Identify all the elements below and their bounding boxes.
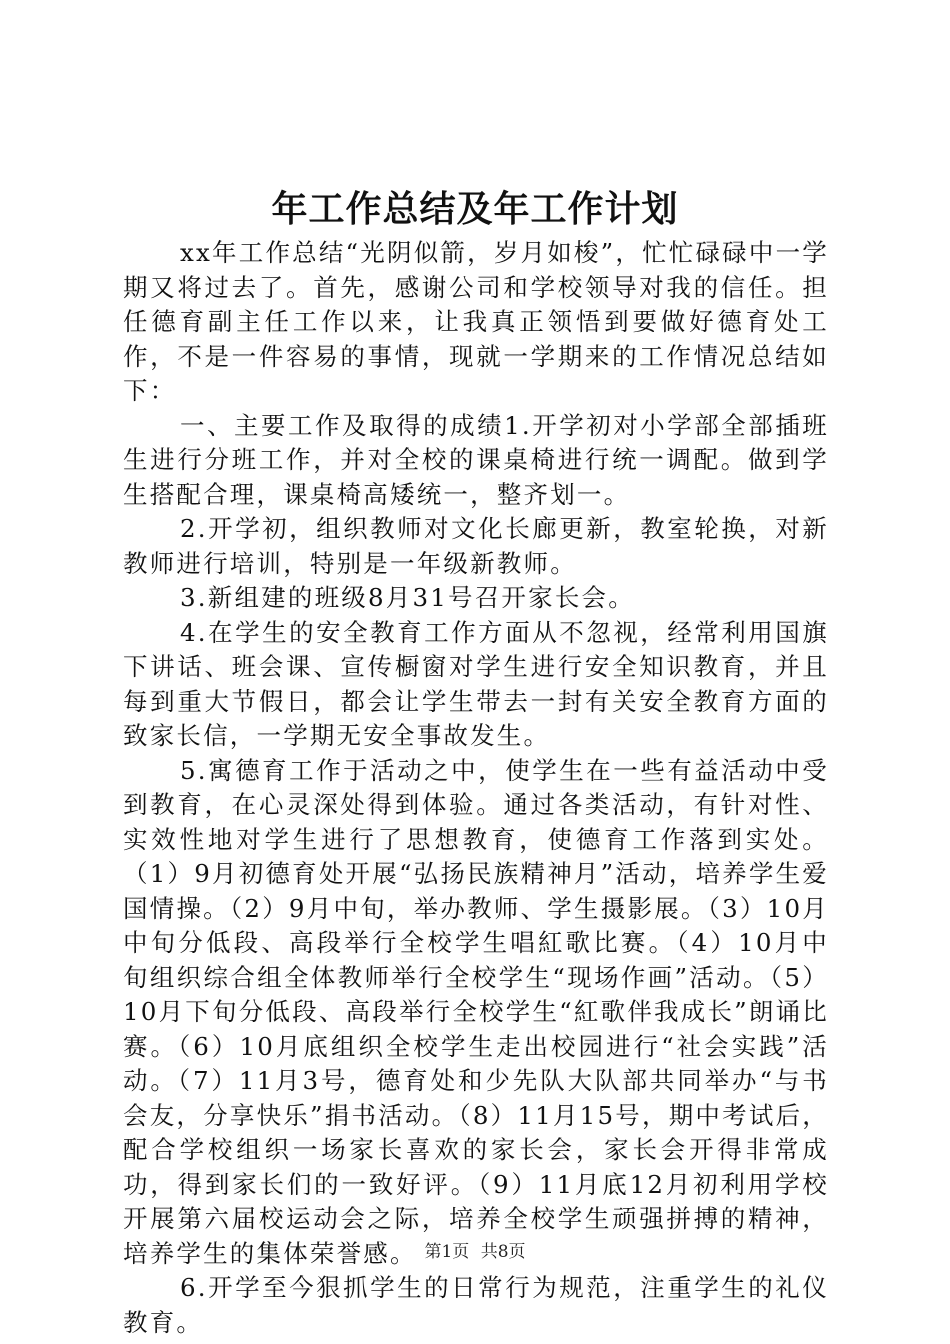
document-body bbox=[123, 236, 829, 1340]
page-total: 共8页 bbox=[480, 1242, 526, 1262]
page-number: 第1页 bbox=[424, 1242, 470, 1262]
paragraph-item-3: 3.新组建的班级8月31号召开家长会。 bbox=[180, 583, 635, 612]
document-title: 年工作总结及年工作计划 bbox=[271, 188, 679, 230]
paragraph-item-6: 6.开学至今狠抓学生的日常行为规范，注重学生的礼仪教育。 bbox=[123, 1273, 829, 1337]
paragraph-intro: xx年工作总结“光阴似箭，岁月如梭”，忙忙碌碌中一学期又将过去了。首先，感谢公司和学校领导对我的信任。担任德育副主任工作以来，让我真正领悟到要做好德育处工作，不是一件容易的事情，现就一学期来的工作情况总结如下： bbox=[123, 238, 829, 405]
page-footer bbox=[0, 1240, 950, 1264]
paragraph-item-4: 4.在学生的安全教育工作方面从不忽视，经常利用国旗下讲话、班会课、宣传橱窗对学生进行安全知识教育，并且每到重大节假日，都会让学生带去一封有关安全教育方面的致家长信，一学期无安全事故发生。 bbox=[123, 617, 829, 750]
paragraph-item-1: 一、主要工作及取得的成绩1.开学初对小学部全部插班生进行分班工作，并对全校的课桌椅进行统一调配。做到学生搭配合理，课桌椅高矮统一，整齐划一。 bbox=[123, 410, 829, 509]
paragraph-item-5: 5.寓德育工作于活动之中，使学生在一些有益活动中受到教育，在心灵深处得到体验。通过各类活动，有针对性、实效性地对学生进行了思想教育，使德育工作落到实处。（1）9月初德育处开展“弘扬民族精神月”活动，培养学生爱国情操。（2）9月中旬，举办教师、学生摄影展。（3）10月中旬分低段、高段举行全校学生唱紅歌比赛。（4）10月中旬组织综合组全体教师举行全校学生“现场作画”活动。（5）10月下旬分低段、高段举行全校学生“紅歌伴我成长”朗诵比赛。（6）10月底组织全校学生走出校园进行“社会实践”活动。（7）11月3号，德育处和少先队大队部共同举办“与书会友，分享快乐”捐书活动。（8）11月15号，期中考试后，配合学校组织一场家长喜欢的家长会，家长会开得非常成功，得到家长们的一致好评。（9）11月底12月初利用学校开展第六届校运动会之际，培养全校学生顽强拼搏的精神，培养学生的集体荣誉感。 bbox=[123, 755, 829, 1268]
paragraph-item-2: 2.开学初，组织教师对文化长廊更新，教室轮换，对新教师进行培训，特别是一年级新教师。 bbox=[123, 514, 829, 578]
